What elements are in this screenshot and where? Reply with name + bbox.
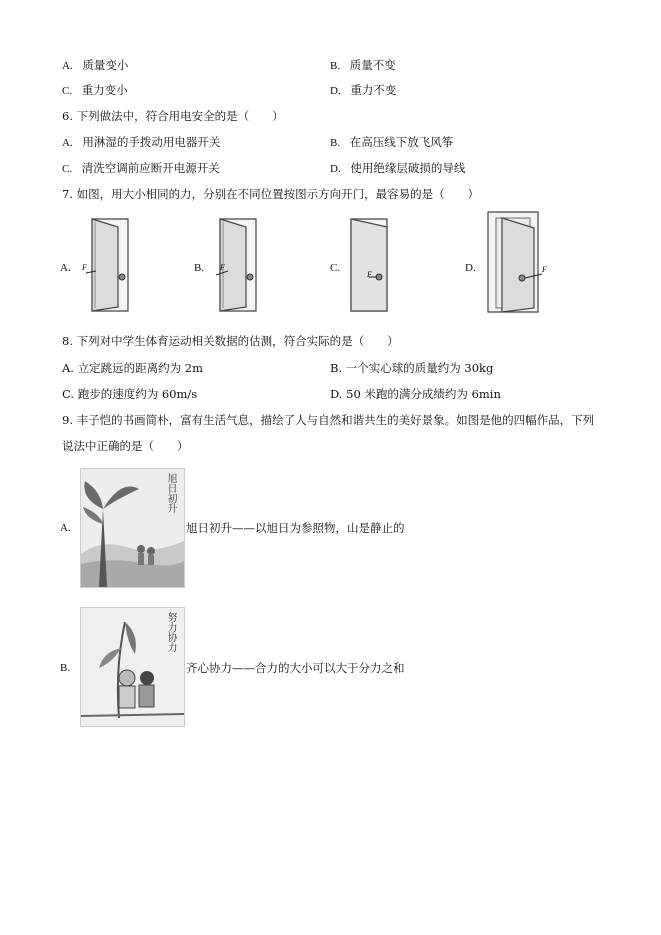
option-text: 质量不变 [349, 58, 396, 72]
force-label: F [542, 265, 547, 274]
option-text: 重力变小 [81, 83, 128, 97]
option-letter: D. [330, 163, 341, 175]
painting-teamwork-image [80, 607, 185, 727]
door-b-figure [210, 215, 270, 315]
option-text: 在高压线下放飞风筝 [349, 135, 454, 149]
q5-option-a [62, 57, 128, 74]
q8-option-c: C. 跑步的速度约为 60m/s [62, 387, 198, 401]
door-b-label: B. [194, 262, 205, 274]
force-label: F [220, 263, 225, 272]
option-text: 重力不变 [350, 83, 397, 97]
q6-option-a [62, 134, 220, 151]
option-text: 使用绝缘层破损的导线 [350, 161, 466, 175]
q6-option-b [330, 134, 453, 151]
q8-stem: 8. 下列对中学生体育运动相关数据的估测，符合实际的是（ ） [62, 334, 399, 348]
q5-option-c [62, 82, 128, 99]
option-text: 清洗空调前应断开电源开关 [81, 161, 220, 175]
q5-option-b [330, 57, 396, 74]
door-d-label: D. [465, 262, 476, 274]
door-c-label: C. [330, 262, 341, 274]
q8-option-a: A. 立定跳远的距离约为 2m [62, 361, 203, 375]
door-d-figure [482, 208, 552, 318]
q9-option-b-letter: B. [60, 662, 71, 674]
q9-option-a-letter: A. [60, 522, 71, 534]
painting-sunrise-image [80, 468, 185, 588]
q6-stem: 6. 下列做法中，符合用电安全的是（ ） [62, 109, 284, 123]
q6-option-d [330, 160, 465, 177]
option-text: 质量变小 [82, 58, 129, 72]
option-letter: C. [62, 85, 73, 97]
q8-option-d: D. 50 米跑的满分成绩约为 6min [330, 387, 501, 401]
painting-caption: 旭日初升 [165, 473, 176, 513]
door-a-label: A. [60, 262, 71, 274]
painting-caption: 努力协力 [165, 612, 176, 652]
q9-stem-line1: 9. 丰子恺的书画简朴，富有生活气息，描绘了人与自然和谐共生的美好景象。如图是他的四幅作品，下列 [62, 413, 595, 427]
option-letter: B. [330, 60, 341, 72]
q5-option-d [330, 82, 396, 99]
q6-option-c [62, 160, 220, 177]
option-letter: A. [62, 137, 73, 149]
q9-stem-line2: 说法中正确的是（ ） [62, 439, 189, 453]
q7-stem: 7. 如图，用大小相同的力，分别在不同位置按图示方向开门，最容易的是（ ） [62, 187, 480, 201]
force-label: F [82, 263, 87, 272]
option-letter: C. [62, 163, 73, 175]
option-letter: B. [330, 137, 341, 149]
q9-option-a-text: 旭日初升——以旭日为参照物，山是静止的 [186, 521, 405, 535]
force-label: F [367, 270, 372, 279]
option-letter: D. [330, 85, 341, 97]
q8-option-b: B. 一个实心球的质量约为 30kg [330, 361, 494, 375]
q9-option-b-text: 齐心协力——合力的大小可以大于分力之和 [186, 661, 405, 675]
door-a-figure [82, 215, 142, 315]
option-letter: A. [62, 60, 73, 72]
door-c-figure [345, 215, 405, 315]
option-text: 用淋湿的手拨动用电器开关 [82, 135, 221, 149]
